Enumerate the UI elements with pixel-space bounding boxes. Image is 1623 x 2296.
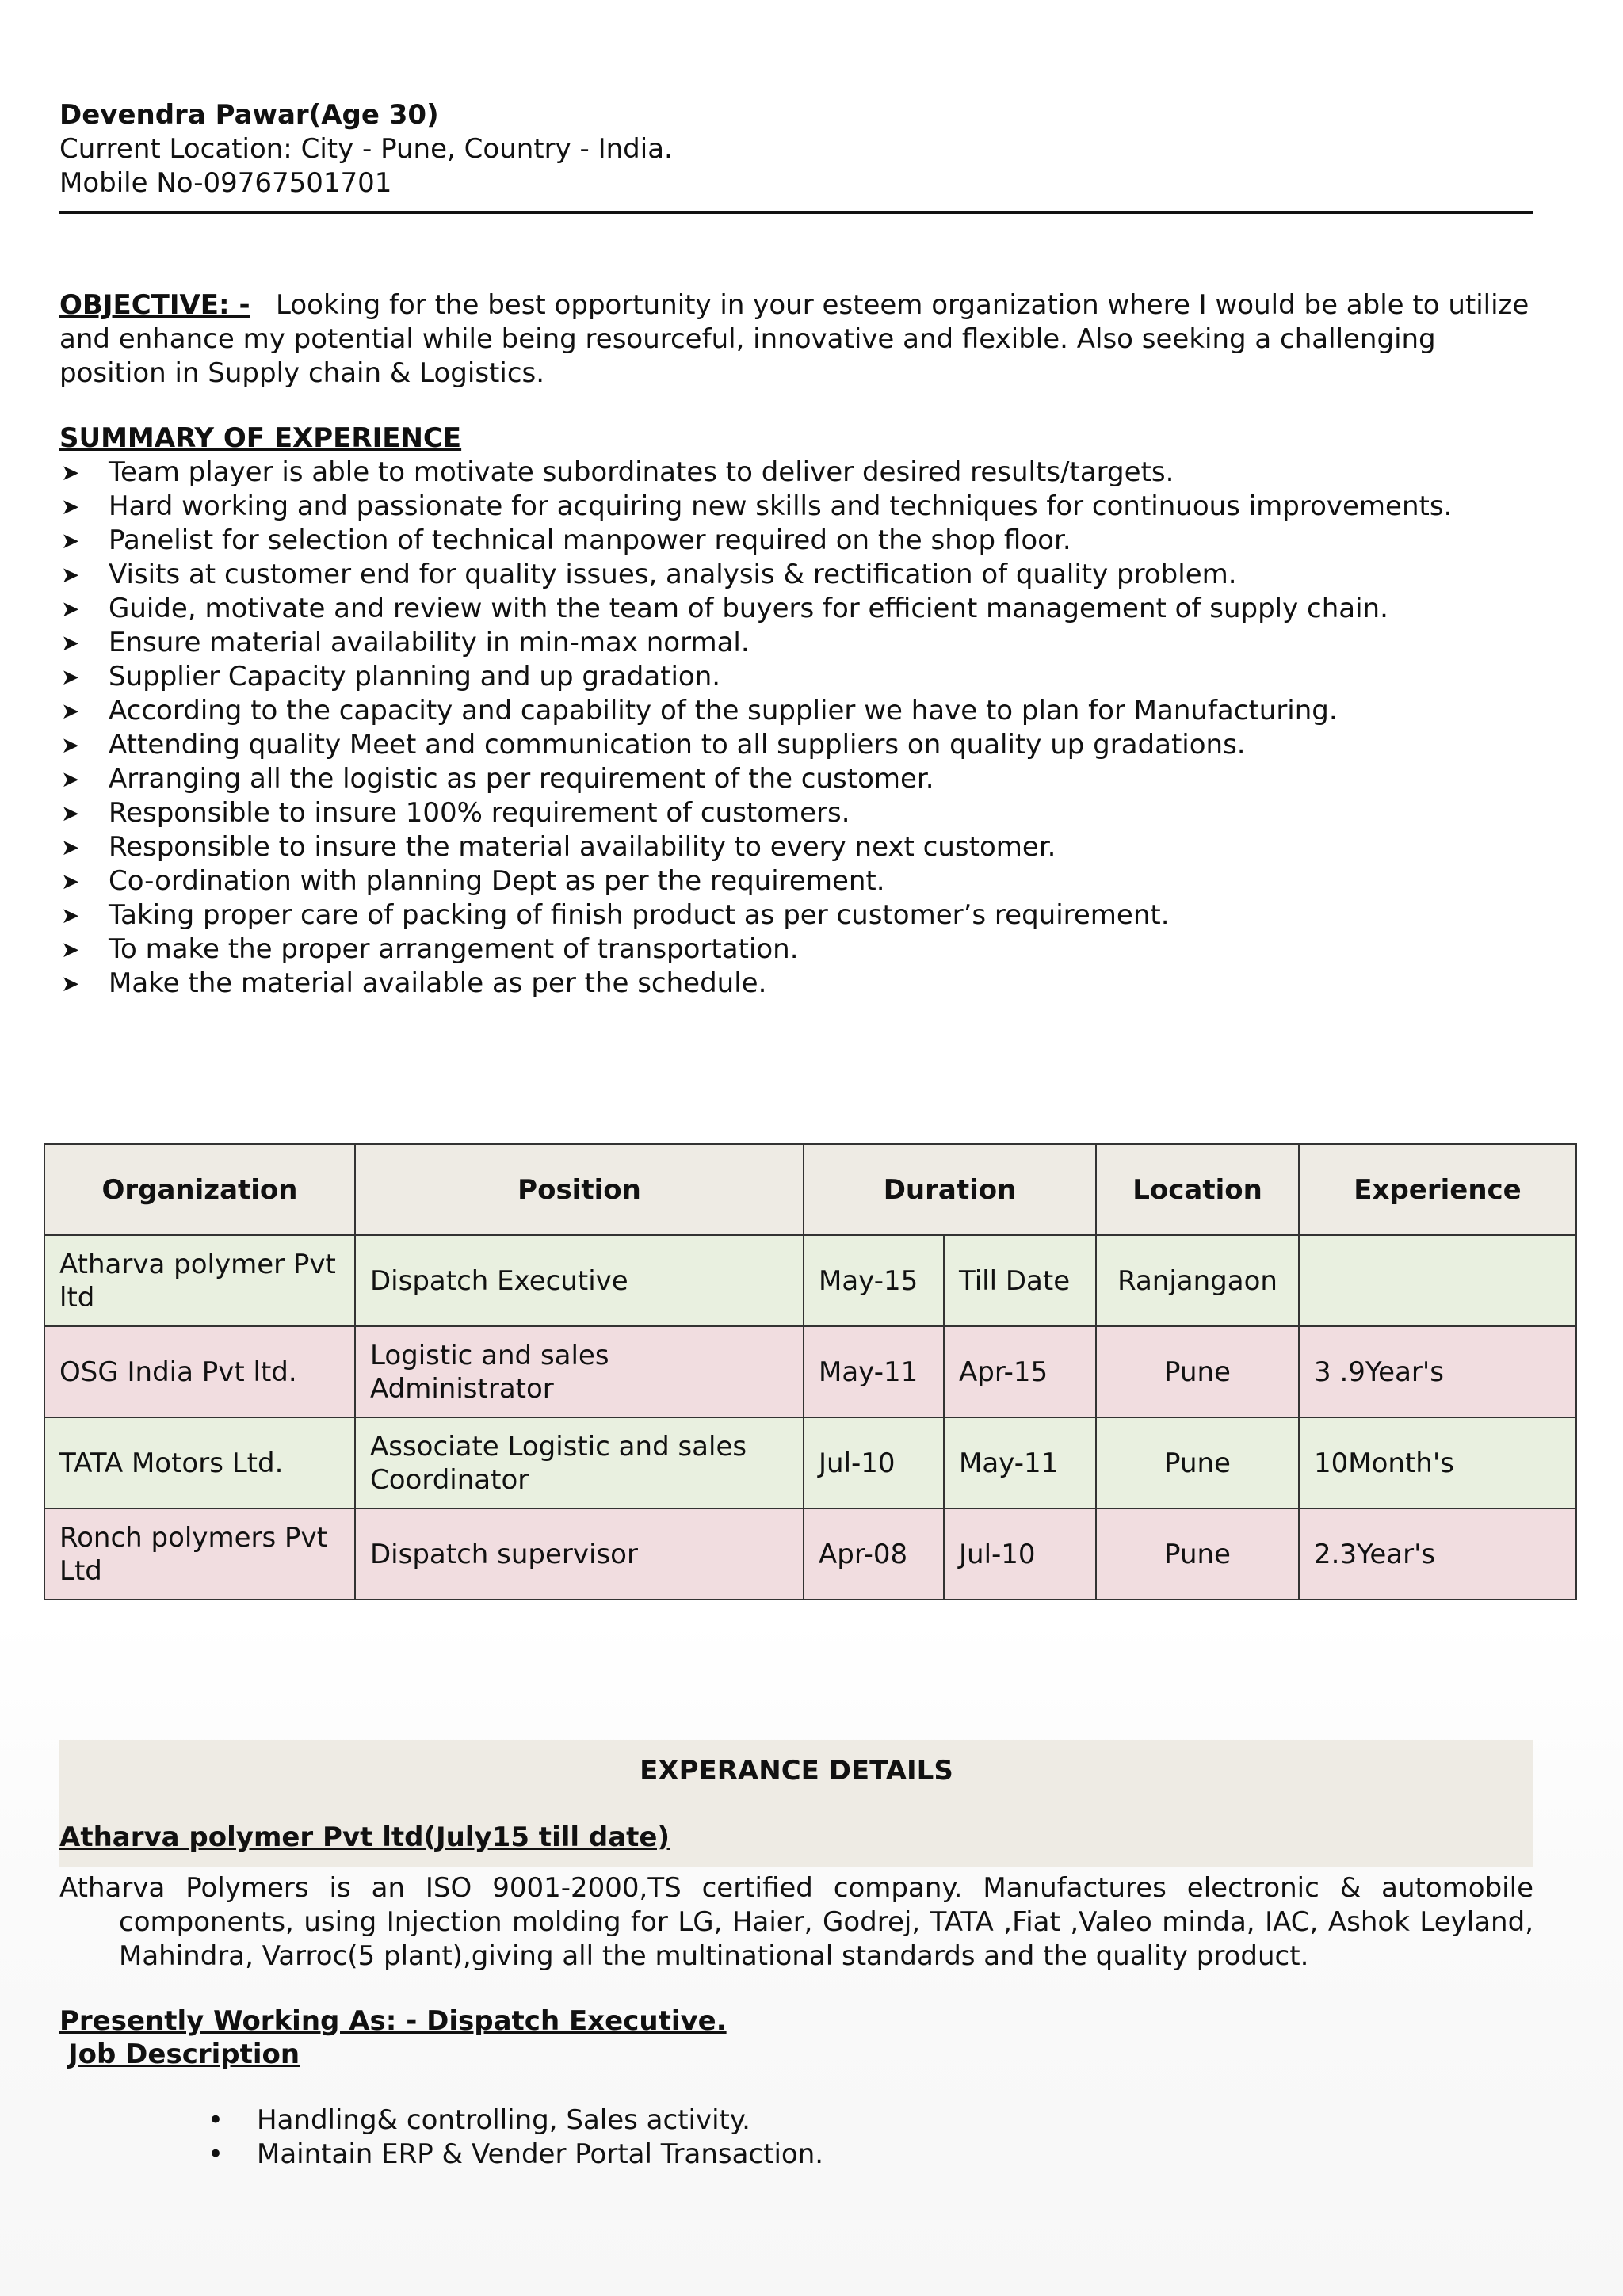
duties-section	[208, 2103, 823, 2172]
arrowhead-bullet-icon: ➤	[61, 766, 80, 792]
cell-position: Associate Logistic and sales Coordinator	[355, 1417, 804, 1508]
cell-location: Pune	[1096, 1508, 1299, 1600]
arrowhead-bullet-icon: ➤	[61, 902, 80, 929]
summary-list	[59, 456, 1549, 1001]
cell-to: Apr-15	[944, 1326, 1096, 1417]
summary-item-text: Co-ordination with planning Dept as per the requirement.	[109, 865, 885, 897]
objective-label: OBJECTIVE: -	[59, 289, 250, 321]
cell-position: Dispatch supervisor	[355, 1508, 804, 1600]
summary-item	[59, 933, 1549, 967]
summary-item	[59, 524, 1549, 558]
cell-experience	[1299, 1235, 1576, 1326]
summary-section	[59, 421, 1549, 1001]
objective-text: Looking for the best opportunity in your esteem organization where I would be able to utilize and enhance my potential while being resourceful, innovative and flexible. Also seeking a challenging position in Supply chain & Logistics.	[59, 289, 1529, 389]
summary-item	[59, 830, 1549, 864]
summary-item-text: Attending quality Meet and communication to all suppliers on quality up gradations.	[109, 729, 1246, 761]
cell-location: Pune	[1096, 1417, 1299, 1508]
arrowhead-bullet-icon: ➤	[61, 936, 80, 963]
summary-item	[59, 456, 1549, 490]
cell-to: Jul-10	[944, 1508, 1096, 1600]
summary-item	[59, 626, 1549, 660]
cell-experience: 2.3Year's	[1299, 1508, 1576, 1600]
arrowhead-bullet-icon: ➤	[61, 698, 80, 724]
cell-organization: TATA Motors Ltd.	[44, 1417, 355, 1508]
details-title: EXPERANCE DETAILS	[640, 1755, 953, 1787]
experience-table	[44, 1143, 1577, 1600]
duty-item-text: Maintain ERP & Vender Portal Transaction.	[257, 2138, 824, 2170]
duty-item	[208, 2103, 823, 2138]
summary-item-text: Arranging all the logistic as per requirement of the customer.	[109, 763, 934, 795]
summary-item	[59, 762, 1549, 796]
summary-item	[59, 967, 1549, 1001]
summary-item-text: Responsible to insure 100% requirement of customers.	[109, 797, 850, 829]
cell-to: Till Date	[944, 1235, 1096, 1326]
table-row	[44, 1235, 1576, 1326]
header-experience: Experience	[1299, 1144, 1576, 1235]
cell-experience: 10Month's	[1299, 1417, 1576, 1508]
cell-organization: Atharva polymer Pvt ltd	[44, 1235, 355, 1326]
cell-position: Logistic and sales Administrator	[355, 1326, 804, 1417]
arrowhead-bullet-icon: ➤	[61, 868, 80, 894]
current-role: Presently Working As: - Dispatch Executive.	[59, 2005, 727, 2037]
arrowhead-bullet-icon: ➤	[61, 971, 80, 997]
summary-item-text: Make the material available as per the schedule.	[109, 967, 767, 999]
cell-organization: Ronch polymers Pvt Ltd	[44, 1508, 355, 1600]
duties-list	[208, 2103, 823, 2172]
arrowhead-bullet-icon: ➤	[61, 630, 80, 656]
company-description: Atharva Polymers is an ISO 9001-2000,TS certified company. Manufactures electronic & automobile components, using Injection molding for LG, Haier, Godrej, TATA ,Fiat ,Valeo minda, IAC, Ashok Leyland, Mahindra, Varroc(5 plant),giving all the multinational standards and the quality product.	[59, 1872, 1533, 1972]
table-header-row	[44, 1144, 1576, 1235]
summary-item-text: According to the capacity and capability of the supplier we have to plan for Manufacturing.	[109, 695, 1338, 727]
bullet-dot-icon: •	[208, 2104, 224, 2136]
summary-item-text: Responsible to insure the material availability to every next customer.	[109, 831, 1056, 863]
summary-item-text: Hard working and passionate for acquiring new skills and techniques for continuous improvements.	[109, 490, 1453, 522]
summary-item	[59, 592, 1549, 626]
arrowhead-bullet-icon: ➤	[61, 834, 80, 860]
summary-title: SUMMARY OF EXPERIENCE	[59, 422, 462, 454]
objective-section	[59, 288, 1541, 391]
mobile-number: Mobile No-09767501701	[59, 167, 392, 199]
arrowhead-bullet-icon: ➤	[61, 494, 80, 520]
summary-item-text: Visits at customer end for quality issues, analysis & rectification of quality problem.	[109, 559, 1237, 590]
resume-header	[59, 98, 1533, 200]
header-divider	[59, 211, 1533, 214]
summary-item-text: Team player is able to motivate subordinates to deliver desired results/targets.	[109, 456, 1174, 488]
cell-from: May-11	[804, 1326, 944, 1417]
arrowhead-bullet-icon: ➤	[61, 664, 80, 690]
table-row	[44, 1326, 1576, 1417]
duty-item	[208, 2138, 823, 2172]
summary-item-text: Supplier Capacity planning and up gradation.	[109, 661, 721, 692]
table-row	[44, 1417, 1576, 1508]
arrowhead-bullet-icon: ➤	[61, 732, 80, 758]
cell-position: Dispatch Executive	[355, 1235, 804, 1326]
bullet-dot-icon: •	[208, 2138, 224, 2170]
summary-item	[59, 558, 1549, 592]
current-location: Current Location: City - Pune, Country - India.	[59, 133, 673, 165]
summary-item-text: Taking proper care of packing of finish product as per customer’s requirement.	[109, 899, 1170, 931]
summary-item-text: Panelist for selection of technical manpower required on the shop floor.	[109, 524, 1071, 556]
cell-location: Pune	[1096, 1326, 1299, 1417]
experience-details-header	[59, 1740, 1533, 1867]
summary-item	[59, 898, 1549, 933]
cell-from: May-15	[804, 1235, 944, 1326]
cell-location: Ranjangaon	[1096, 1235, 1299, 1326]
arrowhead-bullet-icon: ➤	[61, 460, 80, 486]
summary-item-text: To make the proper arrangement of transportation.	[109, 933, 799, 965]
table-row	[44, 1508, 1576, 1600]
arrowhead-bullet-icon: ➤	[61, 596, 80, 622]
header-duration: Duration	[804, 1144, 1096, 1235]
summary-item	[59, 796, 1549, 830]
cell-experience: 3 .9Year's	[1299, 1326, 1576, 1417]
arrowhead-bullet-icon: ➤	[61, 562, 80, 588]
arrowhead-bullet-icon: ➤	[61, 800, 80, 826]
summary-item	[59, 660, 1549, 694]
header-position: Position	[355, 1144, 804, 1235]
summary-item	[59, 864, 1549, 898]
duty-item-text: Handling& controlling, Sales activity.	[257, 2104, 750, 2136]
summary-item	[59, 490, 1549, 524]
header-location: Location	[1096, 1144, 1299, 1235]
cell-from: Apr-08	[804, 1508, 944, 1600]
company-title: Atharva polymer Pvt ltd(July15 till date)	[59, 1821, 670, 1853]
arrowhead-bullet-icon: ➤	[61, 528, 80, 554]
summary-item-text: Ensure material availability in min-max normal.	[109, 627, 750, 658]
candidate-name: Devendra Pawar(Age 30)	[59, 99, 439, 131]
summary-item	[59, 694, 1549, 728]
job-description-label: Job Description	[68, 2039, 300, 2070]
summary-item-text: Guide, motivate and review with the team of buyers for efficient management of supply chain.	[109, 593, 1388, 624]
cell-organization: OSG India Pvt ltd.	[44, 1326, 355, 1417]
header-organization: Organization	[44, 1144, 355, 1235]
cell-to: May-11	[944, 1417, 1096, 1508]
cell-from: Jul-10	[804, 1417, 944, 1508]
summary-item	[59, 728, 1549, 762]
